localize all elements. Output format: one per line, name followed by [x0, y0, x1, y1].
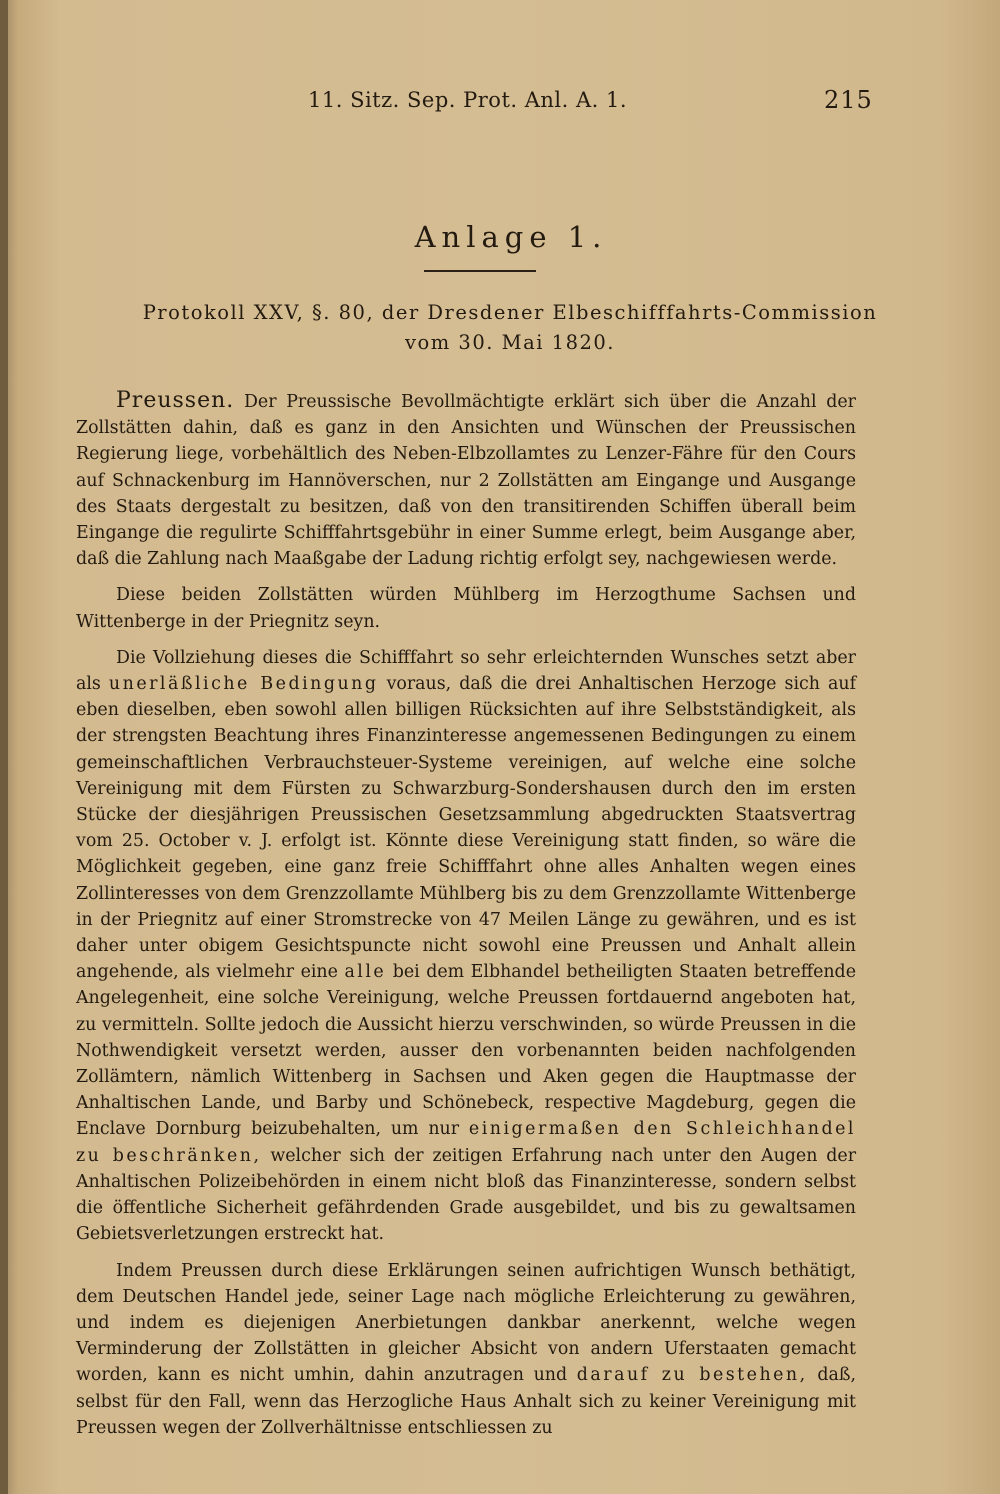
emphasis-spaced-3: einigermaßen den Schleichhandel zu beschränken,	[76, 1119, 856, 1166]
paragraph-3-part-b: voraus, daß die drei Anhaltischen Herzoge sich auf eben dieselben, eben sowohl allen billigen Rücksichten auf ihre Selbstständigkeit, als der strengsten Beachtung ihres Finanzinteresse angemessenen Bedingungen zu einem gemeinschaftlichen Verbrauchsteuer-Systeme vereinigen, auf welche eine solche Vereinigung mit dem Fürsten zu Schwarzburg-Sondershausen durch den im ersten Stücke der diesjährigen Preussischen Gesetzsammlung abgedruckten Staatsvertrag vom 25. October v. J. erfolgt ist. Könnte diese Vereinigung statt finden, so wäre die Möglichkeit gegeben, eine ganz freie Schifffahrt ohne alles Anhalten wegen eines Zollinteresses von dem Grenzzollamte Mühlberg bis zu dem Grenzzollamte Wittenberge in der Priegnitz auf einer Stromstrecke von 47 Meilen Länge zu gewähren, und es ist daher unter obigem Gesichtspuncte nicht sowohl eine Preussen und Anhalt allein angehende, als vielmehr eine	[76, 674, 857, 983]
paragraph-3-part-d: welcher sich der zeitigen Erfahrung nach unter den Augen der Anhaltischen Polizeibehörden in einem nicht bloß das Finanzinteresse, sondern selbst die öffentliche Sicherheit gefährdenden Grade ausgebildet, und bis zu gewaltsamen Gebietsverletzungen erstreckt hat.	[76, 1145, 857, 1245]
paragraph-1	[76, 388, 856, 572]
subtitle	[100, 298, 920, 358]
subtitle-line-1: Protokoll XXV, §. 80, der Dresdener Elbeschifffahrts-Commission	[142, 301, 878, 324]
body-text	[76, 388, 856, 1451]
paragraph-lead-word: Preussen.	[116, 388, 235, 413]
paragraph-4-part-a: Indem Preussen durch diese Erklärungen seinen aufrichtigen Wunsch bethätigt, dem Deutschen Handel jede, seiner Lage nach mögliche Erleichterung zu gewähren, und indem es diejenigen Anerbietungen dankbar anerkennt, welche wegen Verminderung der Zollstätten in gleicher Absicht von andern Uferstaaten gemacht worden, kann es nicht umhin, dahin anzutragen und	[76, 1260, 856, 1386]
paragraph-1-text: Der Preussische Bevollmächtigte erklärt sich über die Anzahl der Zollstätten dahin, daß es ganz in den Ansichten und Wünschen der Preussischen Regierung liege, vorbehältlich des Neben-Elbzollamtes zu Lenzer-Fähre für den Cours auf Schnackenburg im Hannöverschen, nur 2 Zollstätten am Eingange und Ausgange des Staats dergestalt zu besitzen, daß von den transitirenden Schiffen überall beim Eingange die regulirte Schifffahrtsgebühr in einer Summe erlegt, beim Ausgange aber, daß die Zahlung nach Maaßgabe der Ladung richtig erfolgt sey, nachgewiesen werde.	[76, 392, 856, 570]
emphasis-spaced-1: unerläßliche Bedingung	[108, 674, 379, 695]
paragraph-4-part-b: daß, selbst für den Fall, wenn das Herzogliche Haus Anhalt sich zu keiner Vereinigung mit Preussen wegen der Zollverhältnisse entschliessen zu	[76, 1365, 856, 1438]
subtitle-line-2: vom 30. Mai 1820.	[404, 331, 615, 354]
paragraph-2: Diese beiden Zollstätten würden Mühlberg im Herzogthume Sachsen und Wittenberge in der Priegnitz seyn.	[76, 585, 856, 632]
paragraph-3	[76, 645, 856, 1248]
section-heading: Anlage 1.	[414, 220, 608, 254]
emphasis-spaced-4: darauf zu bestehen,	[576, 1365, 808, 1386]
paragraph-3-part-a: Die Vollziehung dieses die Schifffahrt so sehr erleichternden Wunsches setzt aber als	[76, 647, 856, 695]
paragraph-4	[76, 1258, 856, 1441]
page-number: 215	[824, 86, 873, 114]
heading-rule	[424, 270, 536, 272]
emphasis-spaced-2: alle	[344, 962, 387, 983]
paragraph-3-part-c: bei dem Elbhandel betheiligten Staaten betreffende Angelegenheit, eine solche Vereinigung, welche Preussen fortdauernd angeboten hat, zu vermitteln. Sollte jedoch die Aussicht hierzu verschwinden, so würde Preussen in die Nothwendigkeit versetzt werden, ausser den vorbenannten beiden nachfolgenden Zollämtern, nämlich Wittenberg in Sachsen und Aken gegen die Hauptmasse der Anhaltischen Lande, und Barby und Schönebeck, respective Magdeburg, gegen die Enclave Dornburg beizubehalten, um nur	[76, 962, 856, 1140]
running-head: 11. Sitz. Sep. Prot. Anl. A. 1.	[308, 88, 628, 112]
